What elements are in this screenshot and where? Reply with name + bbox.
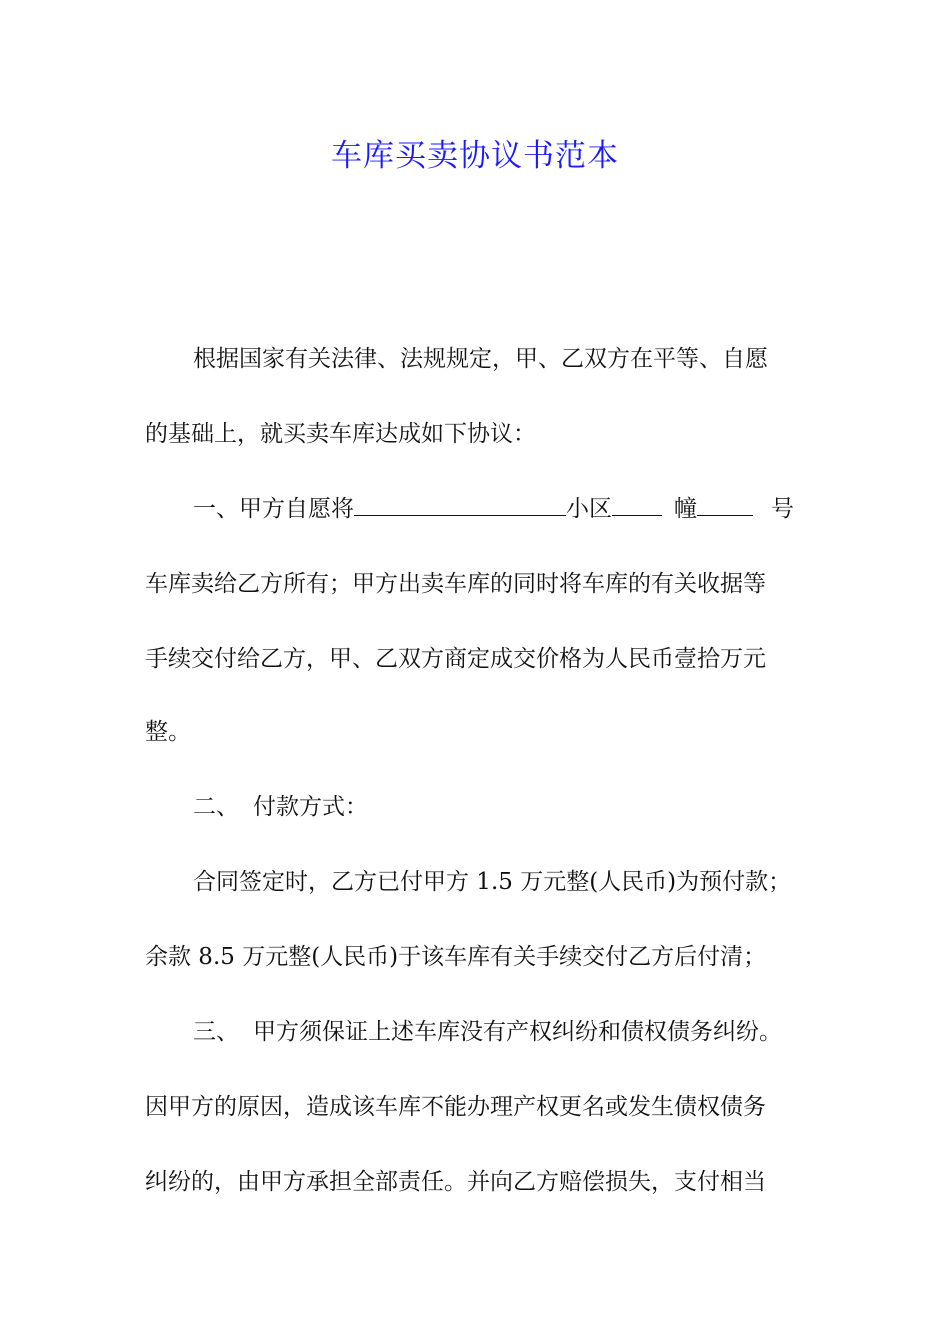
blank-community-field[interactable]: [354, 493, 566, 516]
paragraph-line: 合同签定时，乙方已付甲方 1.5 万元整(人民币)为预付款；: [193, 869, 792, 895]
clause-2-number: 二、: [193, 794, 239, 820]
clause-3-text: 甲方须保证上述车库没有产权纠纷和债权债务纠纷。: [253, 1019, 782, 1045]
community-label: 小区: [566, 496, 612, 522]
paragraph-line: 纠纷的，由甲方承担全部责任。并向乙方赔偿损失，支付相当: [145, 1169, 766, 1195]
clause-3-line: [193, 1016, 810, 1048]
paragraph-line: 整。: [145, 719, 191, 745]
paragraph-line: 余款 8.5 万元整(人民币)于该车库有关手续交付乙方后付清；: [145, 944, 767, 970]
clause-1-text: 一、甲方自愿将: [193, 496, 354, 522]
document-title: 车库买卖协议书范本: [331, 138, 619, 174]
number-label: 号: [771, 496, 794, 522]
clause-3-number: 三、: [193, 1019, 239, 1045]
blank-number-field[interactable]: [697, 493, 753, 516]
building-label: 幢: [674, 496, 697, 522]
paragraph-line: 根据国家有关法律、法规规定，甲、乙双方在平等、自愿: [193, 346, 768, 372]
clause-2-heading: 付款方式：: [253, 794, 368, 820]
blank-building-field[interactable]: [612, 493, 662, 516]
paragraph-line: 车库卖给乙方所有；甲方出卖车库的同时将车库的有关收据等: [145, 571, 766, 597]
paragraph-line: 的基础上，就买卖车库达成如下协议：: [145, 421, 536, 447]
clause-2-line: [193, 791, 810, 823]
paragraph-line: 手续交付给乙方，甲、乙双方商定成交价格为人民币壹拾万元: [145, 646, 766, 672]
clause-1-line: [193, 493, 810, 525]
paragraph-line: 因甲方的原因，造成该车库不能办理产权更名或发生债权债务: [145, 1094, 766, 1120]
